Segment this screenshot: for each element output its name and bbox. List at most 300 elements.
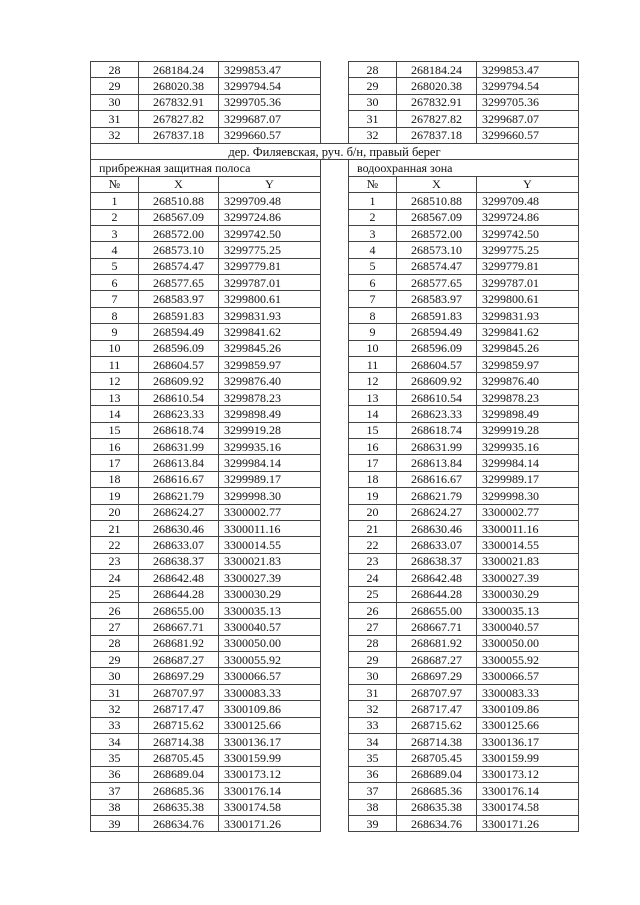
right-y-coordinate: 3300040.57 bbox=[477, 619, 579, 635]
left-y-coordinate: 3299878.23 bbox=[219, 389, 321, 405]
column-gap bbox=[321, 62, 349, 78]
column-gap bbox=[321, 127, 349, 143]
right-y-coordinate: 3299724.86 bbox=[477, 209, 579, 225]
right-y-coordinate: 3300109.86 bbox=[477, 701, 579, 717]
table-row bbox=[91, 668, 579, 684]
left-point-number: 29 bbox=[91, 78, 139, 94]
table-row bbox=[91, 635, 579, 651]
left-point-number: 20 bbox=[91, 504, 139, 520]
right-x-coordinate: 268616.67 bbox=[397, 471, 477, 487]
right-point-number: 1 bbox=[349, 193, 397, 209]
column-gap bbox=[321, 307, 349, 323]
column-gap bbox=[321, 783, 349, 799]
right-x-coordinate: 268642.48 bbox=[397, 570, 477, 586]
right-point-number: 10 bbox=[349, 340, 397, 356]
left-y-coordinate: 3300159.99 bbox=[219, 750, 321, 766]
left-x-coordinate: 268594.49 bbox=[139, 324, 219, 340]
left-point-number: 22 bbox=[91, 537, 139, 553]
zone-title-row bbox=[91, 160, 579, 176]
table-row bbox=[91, 127, 579, 143]
left-y-coordinate: 3300125.66 bbox=[219, 717, 321, 733]
left-num-header: № bbox=[91, 176, 139, 192]
right-x-coordinate: 268613.84 bbox=[397, 455, 477, 471]
right-zone-title: водоохранная зона bbox=[349, 160, 579, 176]
left-point-number: 11 bbox=[91, 357, 139, 373]
left-x-coordinate: 268567.09 bbox=[139, 209, 219, 225]
column-gap bbox=[321, 734, 349, 750]
right-point-number: 6 bbox=[349, 275, 397, 291]
right-x-coordinate: 268572.00 bbox=[397, 225, 477, 241]
left-y-coordinate: 3300055.92 bbox=[219, 652, 321, 668]
column-gap bbox=[321, 389, 349, 405]
table-row bbox=[91, 504, 579, 520]
right-point-number: 30 bbox=[349, 668, 397, 684]
left-point-number: 2 bbox=[91, 209, 139, 225]
right-y-coordinate: 3299831.93 bbox=[477, 307, 579, 323]
left-point-number: 34 bbox=[91, 734, 139, 750]
right-y-coordinate: 3299876.40 bbox=[477, 373, 579, 389]
left-point-number: 31 bbox=[91, 111, 139, 127]
right-point-number: 27 bbox=[349, 619, 397, 635]
right-num-header: № bbox=[349, 176, 397, 192]
column-gap bbox=[321, 553, 349, 569]
left-y-coordinate: 3299919.28 bbox=[219, 422, 321, 438]
right-y-coordinate: 3299898.49 bbox=[477, 406, 579, 422]
right-point-number: 26 bbox=[349, 602, 397, 618]
right-point-number: 7 bbox=[349, 291, 397, 307]
left-point-number: 28 bbox=[91, 62, 139, 78]
right-x-coordinate: 268635.38 bbox=[397, 799, 477, 815]
left-y-coordinate: 3300136.17 bbox=[219, 734, 321, 750]
column-gap bbox=[321, 242, 349, 258]
left-point-number: 7 bbox=[91, 291, 139, 307]
right-x-coordinate: 267837.18 bbox=[397, 127, 477, 143]
right-y-coordinate: 3300083.33 bbox=[477, 684, 579, 700]
left-y-coordinate: 3299742.50 bbox=[219, 225, 321, 241]
table-row bbox=[91, 652, 579, 668]
left-point-number: 13 bbox=[91, 389, 139, 405]
table-row bbox=[91, 586, 579, 602]
left-x-coordinate: 268644.28 bbox=[139, 586, 219, 602]
column-gap bbox=[321, 684, 349, 700]
left-y-coordinate: 3299853.47 bbox=[219, 62, 321, 78]
right-point-number: 18 bbox=[349, 471, 397, 487]
right-y-coordinate: 3300171.26 bbox=[477, 815, 579, 831]
right-point-number: 24 bbox=[349, 570, 397, 586]
left-y-coordinate: 3300027.39 bbox=[219, 570, 321, 586]
left-y-coordinate: 3299876.40 bbox=[219, 373, 321, 389]
left-y-coordinate: 3299705.36 bbox=[219, 94, 321, 110]
table-row bbox=[91, 570, 579, 586]
left-x-coordinate: 268610.54 bbox=[139, 389, 219, 405]
right-point-number: 38 bbox=[349, 799, 397, 815]
right-x-coordinate: 268567.09 bbox=[397, 209, 477, 225]
left-zone-title: прибрежная защитная полоса bbox=[91, 160, 321, 176]
left-y-coordinate: 3299724.86 bbox=[219, 209, 321, 225]
table-row bbox=[91, 619, 579, 635]
left-y-coordinate: 3299984.14 bbox=[219, 455, 321, 471]
left-y-coordinate: 3300014.55 bbox=[219, 537, 321, 553]
column-gap bbox=[321, 471, 349, 487]
right-y-coordinate: 3299984.14 bbox=[477, 455, 579, 471]
right-x-coordinate: 268618.74 bbox=[397, 422, 477, 438]
left-point-number: 33 bbox=[91, 717, 139, 733]
right-x-coordinate: 268573.10 bbox=[397, 242, 477, 258]
right-y-coordinate: 3300176.14 bbox=[477, 783, 579, 799]
column-gap bbox=[321, 340, 349, 356]
left-x-coordinate: 268681.92 bbox=[139, 635, 219, 651]
left-x-coordinate: 268616.67 bbox=[139, 471, 219, 487]
column-gap bbox=[321, 635, 349, 651]
right-x-coordinate: 267827.82 bbox=[397, 111, 477, 127]
right-y-coordinate: 3300014.55 bbox=[477, 537, 579, 553]
left-x-coordinate: 268631.99 bbox=[139, 438, 219, 454]
table-row bbox=[91, 307, 579, 323]
column-gap bbox=[321, 701, 349, 717]
left-x-coordinate: 268623.33 bbox=[139, 406, 219, 422]
left-point-number: 18 bbox=[91, 471, 139, 487]
left-x-coordinate: 268510.88 bbox=[139, 193, 219, 209]
left-point-number: 30 bbox=[91, 668, 139, 684]
left-y-coordinate: 3299845.26 bbox=[219, 340, 321, 356]
right-point-number: 28 bbox=[349, 62, 397, 78]
right-point-number: 25 bbox=[349, 586, 397, 602]
left-x-coordinate: 268635.38 bbox=[139, 799, 219, 815]
left-x-coordinate: 268717.47 bbox=[139, 701, 219, 717]
table-row bbox=[91, 242, 579, 258]
right-point-number: 9 bbox=[349, 324, 397, 340]
right-point-number: 34 bbox=[349, 734, 397, 750]
table-row bbox=[91, 340, 579, 356]
left-x-coordinate: 268577.65 bbox=[139, 275, 219, 291]
left-y-coordinate: 3299794.54 bbox=[219, 78, 321, 94]
right-y-coordinate: 3299800.61 bbox=[477, 291, 579, 307]
table-row bbox=[91, 750, 579, 766]
right-point-number: 2 bbox=[349, 209, 397, 225]
left-y-coordinate: 3300021.83 bbox=[219, 553, 321, 569]
left-y-coordinate: 3299709.48 bbox=[219, 193, 321, 209]
column-gap bbox=[321, 324, 349, 340]
left-y-coordinate: 3299989.17 bbox=[219, 471, 321, 487]
right-x-coordinate: 268631.99 bbox=[397, 438, 477, 454]
left-point-number: 17 bbox=[91, 455, 139, 471]
left-x-coordinate: 268583.97 bbox=[139, 291, 219, 307]
column-gap bbox=[321, 357, 349, 373]
table-row bbox=[91, 488, 579, 504]
column-gap bbox=[321, 668, 349, 684]
right-x-coordinate: 268638.37 bbox=[397, 553, 477, 569]
left-y-coordinate: 3300173.12 bbox=[219, 766, 321, 782]
right-y-coordinate: 3299660.57 bbox=[477, 127, 579, 143]
left-y-coordinate: 3300066.57 bbox=[219, 668, 321, 684]
column-gap bbox=[321, 799, 349, 815]
right-y-coordinate: 3299794.54 bbox=[477, 78, 579, 94]
left-y-coordinate: 3299779.81 bbox=[219, 258, 321, 274]
table-row bbox=[91, 799, 579, 815]
left-point-number: 12 bbox=[91, 373, 139, 389]
right-y-coordinate: 3299919.28 bbox=[477, 422, 579, 438]
right-x-coordinate: 268610.54 bbox=[397, 389, 477, 405]
left-point-number: 6 bbox=[91, 275, 139, 291]
table-row bbox=[91, 62, 579, 78]
left-point-number: 14 bbox=[91, 406, 139, 422]
left-point-number: 28 bbox=[91, 635, 139, 651]
right-y-coordinate: 3300055.92 bbox=[477, 652, 579, 668]
right-x-header: X bbox=[397, 176, 477, 192]
right-x-coordinate: 268681.92 bbox=[397, 635, 477, 651]
column-gap bbox=[321, 438, 349, 454]
right-point-number: 12 bbox=[349, 373, 397, 389]
right-y-coordinate: 3300159.99 bbox=[477, 750, 579, 766]
right-point-number: 39 bbox=[349, 815, 397, 831]
right-point-number: 29 bbox=[349, 78, 397, 94]
right-y-header: Y bbox=[477, 176, 579, 192]
left-y-coordinate: 3299775.25 bbox=[219, 242, 321, 258]
right-point-number: 28 bbox=[349, 635, 397, 651]
right-y-coordinate: 3299705.36 bbox=[477, 94, 579, 110]
left-point-number: 38 bbox=[91, 799, 139, 815]
column-gap bbox=[321, 750, 349, 766]
right-x-coordinate: 268689.04 bbox=[397, 766, 477, 782]
left-y-coordinate: 3299660.57 bbox=[219, 127, 321, 143]
right-point-number: 4 bbox=[349, 242, 397, 258]
left-y-coordinate: 3300176.14 bbox=[219, 783, 321, 799]
column-gap bbox=[321, 373, 349, 389]
right-point-number: 17 bbox=[349, 455, 397, 471]
table-row bbox=[91, 406, 579, 422]
right-y-coordinate: 3300125.66 bbox=[477, 717, 579, 733]
left-point-number: 4 bbox=[91, 242, 139, 258]
left-x-coordinate: 268714.38 bbox=[139, 734, 219, 750]
left-y-coordinate: 3299687.07 bbox=[219, 111, 321, 127]
column-gap bbox=[321, 766, 349, 782]
right-point-number: 31 bbox=[349, 111, 397, 127]
table-row bbox=[91, 553, 579, 569]
right-point-number: 20 bbox=[349, 504, 397, 520]
left-point-number: 39 bbox=[91, 815, 139, 831]
table-row bbox=[91, 783, 579, 799]
left-point-number: 32 bbox=[91, 701, 139, 717]
left-x-coordinate: 268613.84 bbox=[139, 455, 219, 471]
left-x-coordinate: 268689.04 bbox=[139, 766, 219, 782]
column-gap bbox=[321, 537, 349, 553]
column-gap bbox=[321, 406, 349, 422]
left-x-coordinate: 267832.91 bbox=[139, 94, 219, 110]
right-point-number: 36 bbox=[349, 766, 397, 782]
right-y-coordinate: 3300035.13 bbox=[477, 602, 579, 618]
right-x-coordinate: 268621.79 bbox=[397, 488, 477, 504]
column-gap bbox=[321, 520, 349, 536]
column-gap bbox=[321, 717, 349, 733]
right-x-coordinate: 268020.38 bbox=[397, 78, 477, 94]
left-point-number: 25 bbox=[91, 586, 139, 602]
table-row bbox=[91, 520, 579, 536]
table-row bbox=[91, 701, 579, 717]
left-y-coordinate: 3299998.30 bbox=[219, 488, 321, 504]
right-x-coordinate: 268705.45 bbox=[397, 750, 477, 766]
left-y-coordinate: 3300174.58 bbox=[219, 799, 321, 815]
right-x-coordinate: 268685.36 bbox=[397, 783, 477, 799]
right-y-coordinate: 3300002.77 bbox=[477, 504, 579, 520]
left-point-number: 10 bbox=[91, 340, 139, 356]
table-row bbox=[91, 734, 579, 750]
right-point-number: 15 bbox=[349, 422, 397, 438]
column-gap bbox=[321, 225, 349, 241]
right-y-coordinate: 3299859.97 bbox=[477, 357, 579, 373]
left-x-coordinate: 268020.38 bbox=[139, 78, 219, 94]
table-row bbox=[91, 291, 579, 307]
column-header-row bbox=[91, 176, 579, 192]
right-y-coordinate: 3299775.25 bbox=[477, 242, 579, 258]
right-x-coordinate: 268715.62 bbox=[397, 717, 477, 733]
right-x-coordinate: 268667.71 bbox=[397, 619, 477, 635]
right-x-coordinate: 268630.46 bbox=[397, 520, 477, 536]
left-y-coordinate: 3300109.86 bbox=[219, 701, 321, 717]
left-y-coordinate: 3299787.01 bbox=[219, 275, 321, 291]
table-row bbox=[91, 209, 579, 225]
right-x-coordinate: 268594.49 bbox=[397, 324, 477, 340]
left-x-coordinate: 268618.74 bbox=[139, 422, 219, 438]
left-x-coordinate: 268572.00 bbox=[139, 225, 219, 241]
right-y-coordinate: 3299998.30 bbox=[477, 488, 579, 504]
right-y-coordinate: 3299709.48 bbox=[477, 193, 579, 209]
column-gap bbox=[321, 160, 349, 176]
column-gap bbox=[321, 570, 349, 586]
right-y-coordinate: 3300174.58 bbox=[477, 799, 579, 815]
left-y-coordinate: 3300083.33 bbox=[219, 684, 321, 700]
right-point-number: 13 bbox=[349, 389, 397, 405]
right-y-coordinate: 3299989.17 bbox=[477, 471, 579, 487]
left-x-coordinate: 267827.82 bbox=[139, 111, 219, 127]
left-x-coordinate: 268638.37 bbox=[139, 553, 219, 569]
right-y-coordinate: 3300173.12 bbox=[477, 766, 579, 782]
left-y-coordinate: 3300050.00 bbox=[219, 635, 321, 651]
left-point-number: 26 bbox=[91, 602, 139, 618]
right-point-number: 21 bbox=[349, 520, 397, 536]
table-row bbox=[91, 422, 579, 438]
right-point-number: 37 bbox=[349, 783, 397, 799]
left-y-coordinate: 3300171.26 bbox=[219, 815, 321, 831]
left-x-coordinate: 268604.57 bbox=[139, 357, 219, 373]
column-gap bbox=[321, 193, 349, 209]
right-y-coordinate: 3299853.47 bbox=[477, 62, 579, 78]
left-y-header: Y bbox=[219, 176, 321, 192]
section-title: дер. Филяевская, руч. б/н, правый берег bbox=[91, 143, 579, 159]
left-y-coordinate: 3300035.13 bbox=[219, 602, 321, 618]
left-point-number: 31 bbox=[91, 684, 139, 700]
left-x-coordinate: 267837.18 bbox=[139, 127, 219, 143]
left-x-coordinate: 268705.45 bbox=[139, 750, 219, 766]
right-point-number: 11 bbox=[349, 357, 397, 373]
left-x-coordinate: 268630.46 bbox=[139, 520, 219, 536]
left-x-coordinate: 268667.71 bbox=[139, 619, 219, 635]
right-point-number: 14 bbox=[349, 406, 397, 422]
left-x-coordinate: 268655.00 bbox=[139, 602, 219, 618]
right-x-coordinate: 268634.76 bbox=[397, 815, 477, 831]
right-x-coordinate: 268714.38 bbox=[397, 734, 477, 750]
right-point-number: 23 bbox=[349, 553, 397, 569]
left-point-number: 16 bbox=[91, 438, 139, 454]
column-gap bbox=[321, 586, 349, 602]
left-y-coordinate: 3300030.29 bbox=[219, 586, 321, 602]
left-y-coordinate: 3300011.16 bbox=[219, 520, 321, 536]
column-gap bbox=[321, 111, 349, 127]
right-point-number: 32 bbox=[349, 127, 397, 143]
column-gap bbox=[321, 602, 349, 618]
right-x-coordinate: 268604.57 bbox=[397, 357, 477, 373]
right-x-coordinate: 268624.27 bbox=[397, 504, 477, 520]
column-gap bbox=[321, 258, 349, 274]
table-row bbox=[91, 455, 579, 471]
table-row bbox=[91, 324, 579, 340]
left-point-number: 35 bbox=[91, 750, 139, 766]
table-row bbox=[91, 537, 579, 553]
right-point-number: 5 bbox=[349, 258, 397, 274]
right-point-number: 32 bbox=[349, 701, 397, 717]
left-y-coordinate: 3299841.62 bbox=[219, 324, 321, 340]
right-y-coordinate: 3300011.16 bbox=[477, 520, 579, 536]
column-gap bbox=[321, 504, 349, 520]
section-title-row bbox=[91, 143, 579, 159]
left-x-coordinate: 268633.07 bbox=[139, 537, 219, 553]
column-gap bbox=[321, 78, 349, 94]
left-x-coordinate: 268715.62 bbox=[139, 717, 219, 733]
right-x-coordinate: 268574.47 bbox=[397, 258, 477, 274]
right-y-coordinate: 3299845.26 bbox=[477, 340, 579, 356]
left-y-coordinate: 3299898.49 bbox=[219, 406, 321, 422]
right-x-coordinate: 268644.28 bbox=[397, 586, 477, 602]
right-x-coordinate: 268697.29 bbox=[397, 668, 477, 684]
left-y-coordinate: 3299935.16 bbox=[219, 438, 321, 454]
column-gap bbox=[321, 422, 349, 438]
table-row bbox=[91, 357, 579, 373]
left-x-coordinate: 268707.97 bbox=[139, 684, 219, 700]
right-x-coordinate: 268707.97 bbox=[397, 684, 477, 700]
left-point-number: 9 bbox=[91, 324, 139, 340]
table-row bbox=[91, 438, 579, 454]
right-point-number: 30 bbox=[349, 94, 397, 110]
table-row bbox=[91, 275, 579, 291]
right-y-coordinate: 3299779.81 bbox=[477, 258, 579, 274]
left-x-coordinate: 268685.36 bbox=[139, 783, 219, 799]
right-point-number: 31 bbox=[349, 684, 397, 700]
right-x-coordinate: 268596.09 bbox=[397, 340, 477, 356]
right-y-coordinate: 3299787.01 bbox=[477, 275, 579, 291]
left-x-header: X bbox=[139, 176, 219, 192]
right-x-coordinate: 268510.88 bbox=[397, 193, 477, 209]
left-point-number: 15 bbox=[91, 422, 139, 438]
table-row bbox=[91, 225, 579, 241]
table-row bbox=[91, 193, 579, 209]
right-x-coordinate: 268577.65 bbox=[397, 275, 477, 291]
table-row bbox=[91, 602, 579, 618]
right-y-coordinate: 3299841.62 bbox=[477, 324, 579, 340]
column-gap bbox=[321, 94, 349, 110]
left-x-coordinate: 268596.09 bbox=[139, 340, 219, 356]
left-x-coordinate: 268184.24 bbox=[139, 62, 219, 78]
left-y-coordinate: 3299800.61 bbox=[219, 291, 321, 307]
left-point-number: 27 bbox=[91, 619, 139, 635]
left-y-coordinate: 3300002.77 bbox=[219, 504, 321, 520]
right-x-coordinate: 268591.83 bbox=[397, 307, 477, 323]
left-point-number: 37 bbox=[91, 783, 139, 799]
table-row bbox=[91, 111, 579, 127]
table-row bbox=[91, 78, 579, 94]
right-point-number: 8 bbox=[349, 307, 397, 323]
left-x-coordinate: 268621.79 bbox=[139, 488, 219, 504]
table-row bbox=[91, 373, 579, 389]
column-gap bbox=[321, 619, 349, 635]
